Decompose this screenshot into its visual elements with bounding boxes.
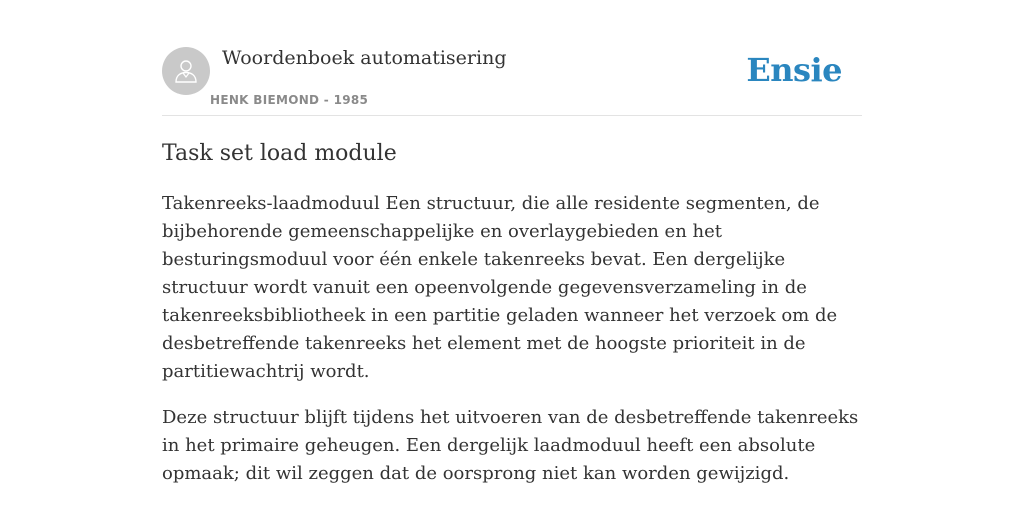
meta-separator: - (319, 93, 334, 107)
entry-content (162, 138, 862, 506)
publication-year: 1985 (333, 93, 369, 107)
source-title[interactable]: Woordenboek automatisering (222, 47, 507, 69)
source-header (162, 46, 862, 116)
entry-title: Task set load module (162, 141, 397, 166)
author-name[interactable]: HENK BIEMOND (210, 93, 320, 107)
source-meta (210, 93, 368, 107)
entry-paragraph: Takenreeks-laadmoduul Een structuur, die alle residente segmenten, de bijbehorende gemeenschappelijke en overlaygebieden en het besturingsmoduul voor één enkele takenreeks bevat. Een dergelijke structuur wordt vanuit een opeenvolgende gegevensverzameling in de takenreeksbibliotheek in een partitie geladen wanneer het verzoek om de desbetreffende takenreeks het element met de hoogste prioriteit in de partitiewachtrij wordt. (162, 193, 838, 382)
brand-logo[interactable]: Ensie (746, 51, 842, 89)
user-icon (172, 57, 200, 85)
avatar[interactable] (162, 47, 210, 95)
entry-paragraph: Deze structuur blijft tijdens het uitvoeren van de desbetreffende takenreeks in het primaire geheugen. Een dergelijk laadmoduul heeft een absolute opmaak; dit wil zeggen dat de oorsprong niet kan worden gewijzigd. (162, 407, 859, 484)
